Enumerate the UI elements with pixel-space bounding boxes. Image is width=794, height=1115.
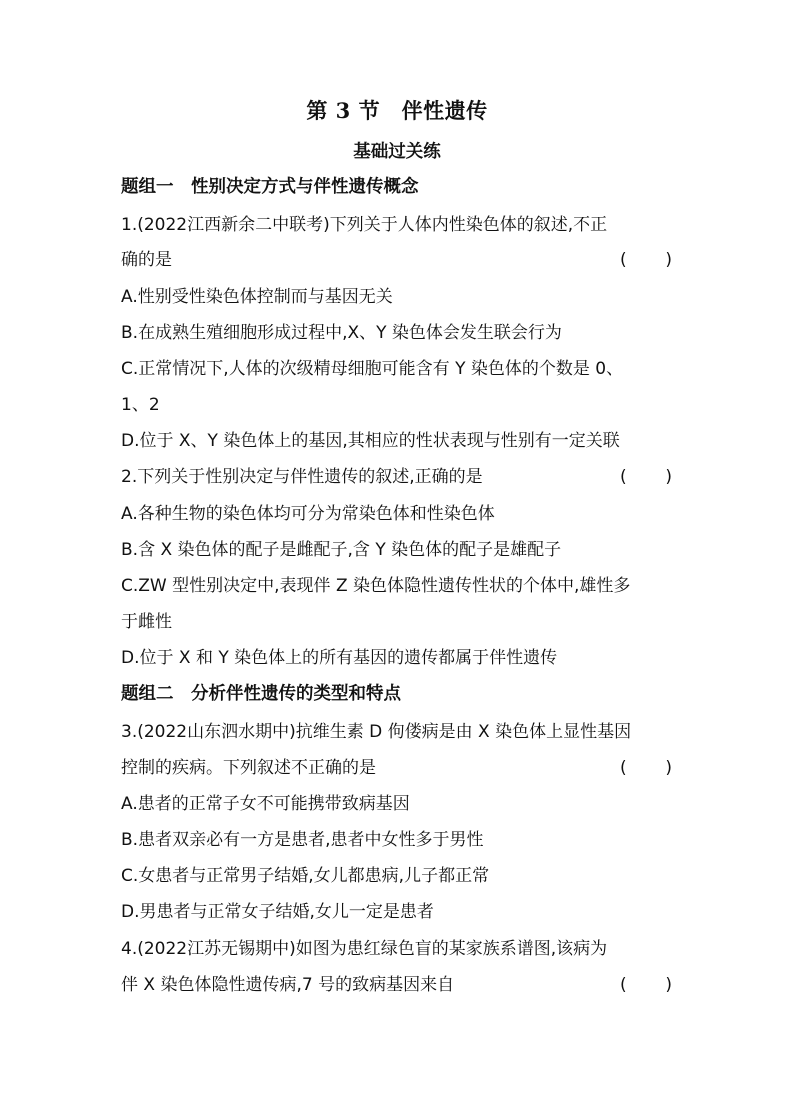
question-1-option-c-line-2: 1、2	[121, 395, 160, 415]
question-3-option-a: A.患者的正常子女不可能携带致病基因	[121, 794, 410, 814]
question-2-option-c-line-2: 于雌性	[121, 612, 172, 632]
paren-close: )	[665, 975, 672, 995]
paren-close: )	[665, 758, 672, 778]
question-2-answer-blank	[620, 465, 672, 489]
question-2-option-a: A.各种生物的染色体均可分为常染色体和性染色体	[121, 504, 495, 524]
question-3-stem-line-2: 控制的疾病。下列叙述不正确的是	[121, 758, 376, 778]
question-4-stem-line-2: 伴 X 染色体隐性遗传病,7 号的致病基因来自	[121, 975, 455, 995]
question-3-stem-line-1: 3.(2022山东泗水期中)抗维生素 D 佝偻病是由 X 染色体上显性基因	[121, 722, 632, 742]
section-title: 第 3 节 伴性遗传	[306, 98, 488, 123]
group-heading-1: 题组一 性别决定方式与伴性遗传概念	[121, 177, 419, 197]
paren-open: (	[620, 467, 627, 487]
question-3-option-d: D.男患者与正常女子结婚,女儿一定是患者	[121, 902, 434, 922]
question-3-answer-blank	[620, 756, 672, 780]
paren-close: )	[665, 467, 672, 487]
question-1-option-c-line-1: C.正常情况下,人体的次级精母细胞可能含有 Y 染色体的个数是 0、	[121, 359, 624, 379]
paren-close: )	[665, 250, 672, 270]
question-4-answer-blank	[620, 973, 672, 997]
question-4-stem-line-1: 4.(2022江苏无锡期中)如图为患红绿色盲的某家族系谱图,该病为	[121, 939, 608, 959]
question-1-option-a: A.性别受性染色体控制而与基因无关	[121, 287, 393, 307]
group-heading-2: 题组二 分析伴性遗传的类型和特点	[121, 684, 401, 704]
question-2-option-d: D.位于 X 和 Y 染色体上的所有基因的遗传都属于伴性遗传	[121, 648, 558, 668]
paren-open: (	[620, 250, 627, 270]
paren-open: (	[620, 975, 627, 995]
question-3-option-c: C.女患者与正常男子结婚,女儿都患病,儿子都正常	[121, 866, 490, 886]
question-2-option-c-line-1: C.ZW 型性别决定中,表现伴 Z 染色体隐性遗传性状的个体中,雄性多	[121, 576, 631, 596]
question-2-option-b: B.含 X 染色体的配子是雌配子,含 Y 染色体的配子是雄配子	[121, 540, 562, 560]
question-1-stem-line-1: 1.(2022江西新余二中联考)下列关于人体内性染色体的叙述,不正	[121, 215, 608, 235]
question-1-option-b: B.在成熟生殖细胞形成过程中,X、Y 染色体会发生联会行为	[121, 323, 562, 343]
question-1-answer-blank	[620, 248, 672, 272]
question-2-stem: 2.下列关于性别决定与伴性遗传的叙述,正确的是	[121, 467, 483, 487]
question-3-option-b: B.患者双亲必有一方是患者,患者中女性多于男性	[121, 830, 484, 850]
question-1-stem-line-2: 确的是	[121, 250, 172, 270]
section-subtitle: 基础过关练	[353, 142, 441, 162]
paren-open: (	[620, 758, 627, 778]
question-1-option-d: D.位于 X、Y 染色体上的基因,其相应的性状表现与性别有一定关联	[121, 431, 620, 451]
